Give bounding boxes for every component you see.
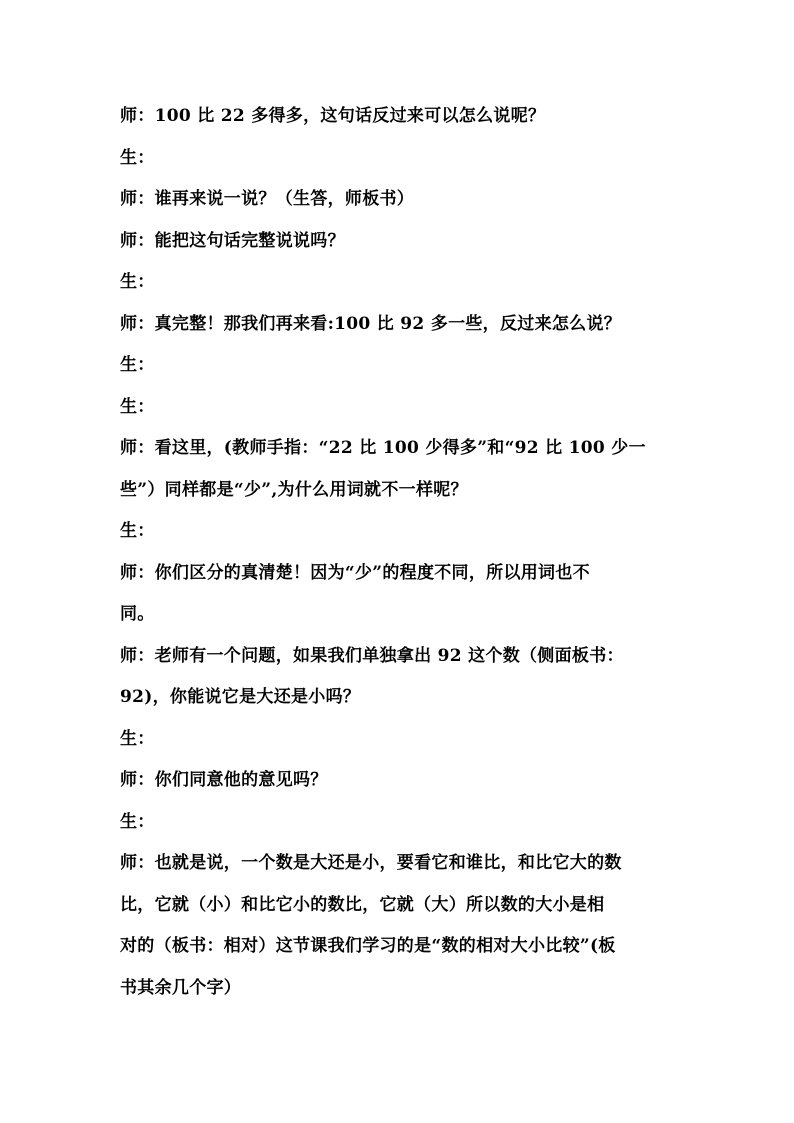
transcript-line: 生： (120, 521, 155, 541)
transcript-line: 师：看这里，(教师手指：“22 比 100 少得多”和“92 比 100 少一 (120, 438, 646, 458)
transcript-line: 些”）同样都是“少”,为什么用词就不一样呢？ (120, 479, 468, 500)
transcript-line: 生： (120, 811, 155, 832)
transcript-line: 92)，你能说它是大还是小吗？ (120, 687, 361, 707)
transcript-line: 同。 (120, 604, 155, 624)
transcript-line: 生： (120, 728, 155, 749)
lesson-transcript (120, 100, 680, 1013)
transcript-line: 师：100 比 22 多得多，这句话反过来可以怎么说呢？ (120, 106, 546, 126)
transcript-line: 书其余几个字） (120, 977, 242, 998)
transcript-line: 师：你们同意他的意见吗？ (120, 770, 328, 790)
transcript-line: 生： (120, 396, 155, 417)
transcript-line: 生： (120, 355, 155, 375)
transcript-line: 生： (120, 147, 155, 168)
transcript-line: 师：你们区分的真清楚！因为“少”的程度不同，所以用词也不 (120, 562, 590, 583)
transcript-line: 师：真完整！那我们再来看:100 比 92 多一些，反过来怎么说？ (120, 313, 622, 334)
transcript-line: 师：老师有一个问题，如果我们单独拿出 92 这个数（侧面板书： (120, 645, 624, 666)
transcript-line: 生： (120, 272, 155, 292)
transcript-line: 师：也就是说，一个数是大还是小，要看它和谁比，和比它大的数 (120, 853, 622, 873)
transcript-line: 对的（板书：相对）这节课我们学习的是“数的相对大小比较”(板 (120, 936, 616, 956)
transcript-line: 师：能把这句话完整说说吗？ (120, 230, 345, 251)
transcript-line: 师：谁再来说一说？（生答，师板书） (120, 189, 415, 209)
transcript-line: 比，它就（小）和比它小的数比，它就（大）所以数的大小是相 (120, 894, 605, 915)
